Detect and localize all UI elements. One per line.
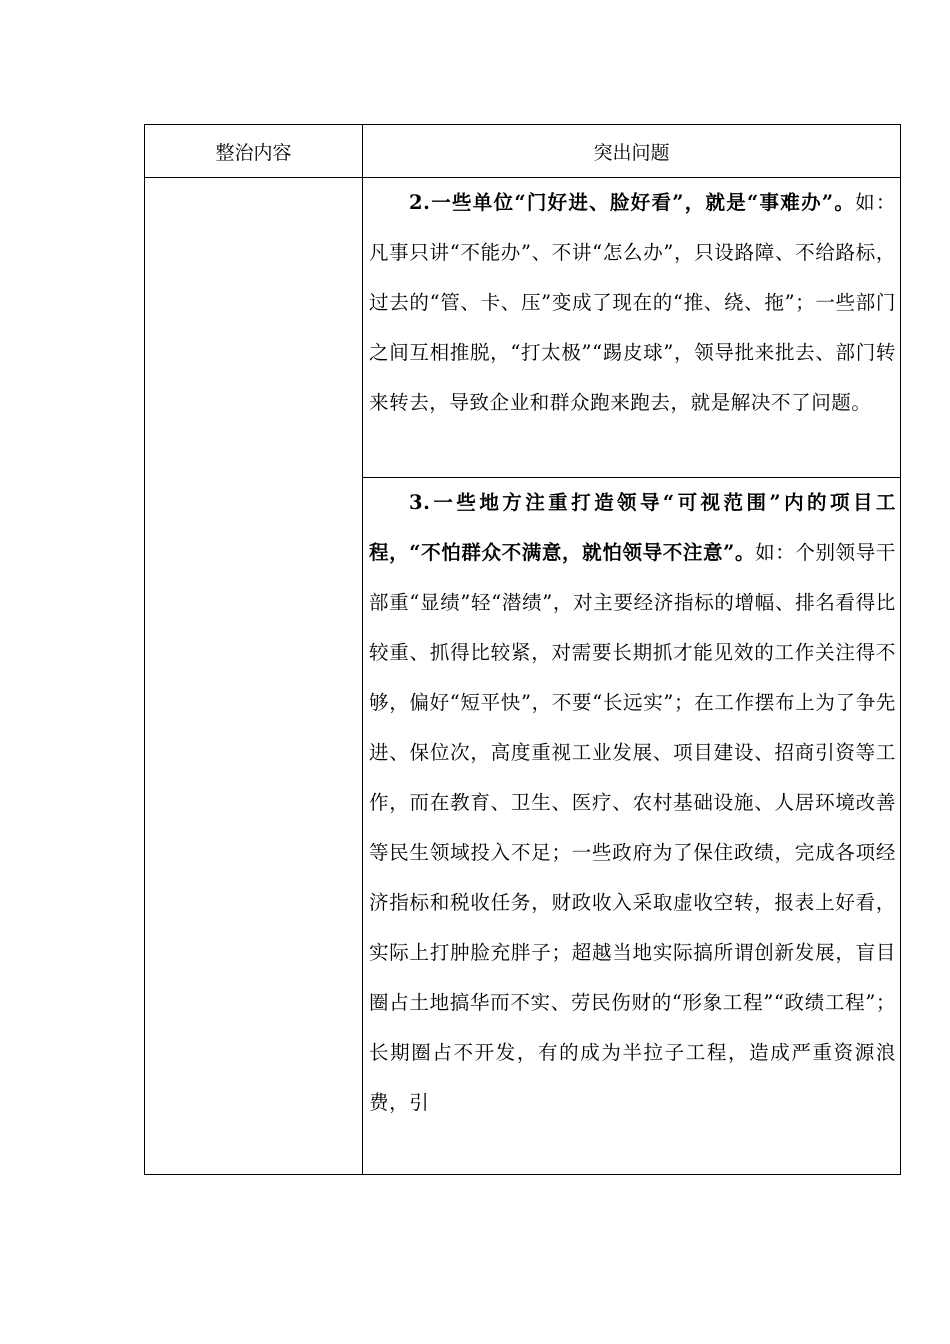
- table-header-row: [145, 125, 901, 178]
- issue-cell: [363, 478, 901, 1175]
- issue-paragraph: [363, 178, 900, 428]
- rectification-table: [144, 124, 901, 1175]
- table-row: [145, 178, 901, 478]
- issue-heading: 2.一些单位“门好进、脸好看”，就是“事难办”。: [409, 191, 856, 214]
- header-prominent-issues: 突出问题: [363, 125, 901, 178]
- issue-paragraph: [363, 478, 900, 1128]
- issue-body: 如：凡事只讲“不能办”、不讲“怎么办”，只设路障、不给路标，过去的“管、卡、压”变成了现在的“推、绕、拖”；一些部门之间互相推脱，“打太极”“踢皮球”，领导批来批去、部门转来转去，导致企业和群众跑来跑去，就是解决不了问题。: [369, 191, 896, 414]
- issue-cell: [363, 178, 901, 478]
- issue-heading: 3.一些地方注重打造领导“可视范围”内的项目工程，“不怕群众不满意，就怕领导不注意”。: [369, 491, 896, 564]
- header-rectification-content: 整治内容: [145, 125, 363, 178]
- issue-body: 如：个别领导干部重“显绩”轻“潜绩”，对主要经济指标的增幅、排名看得比较重、抓得比较紧，对需要长期抓才能见效的工作关注得不够，偏好“短平快”，不要“长远实”；在工作摆布上为了争先进、保位次，高度重视工业发展、项目建设、招商引资等工作，而在教育、卫生、医疗、农村基础设施、人居环境改善等民生领域投入不足；一些政府为了保住政绩，完成各项经济指标和税收任务，财政收入采取虚收空转，报表上好看，实际上打肿脸充胖子；超越当地实际搞所谓创新发展，盲目圈占土地搞华而不实、劳民伤财的“形象工程”“政绩工程”；长期圈占不开发，有的成为半拉子工程，造成严重资源浪费，引: [369, 541, 896, 1114]
- content-cell: [145, 178, 363, 1175]
